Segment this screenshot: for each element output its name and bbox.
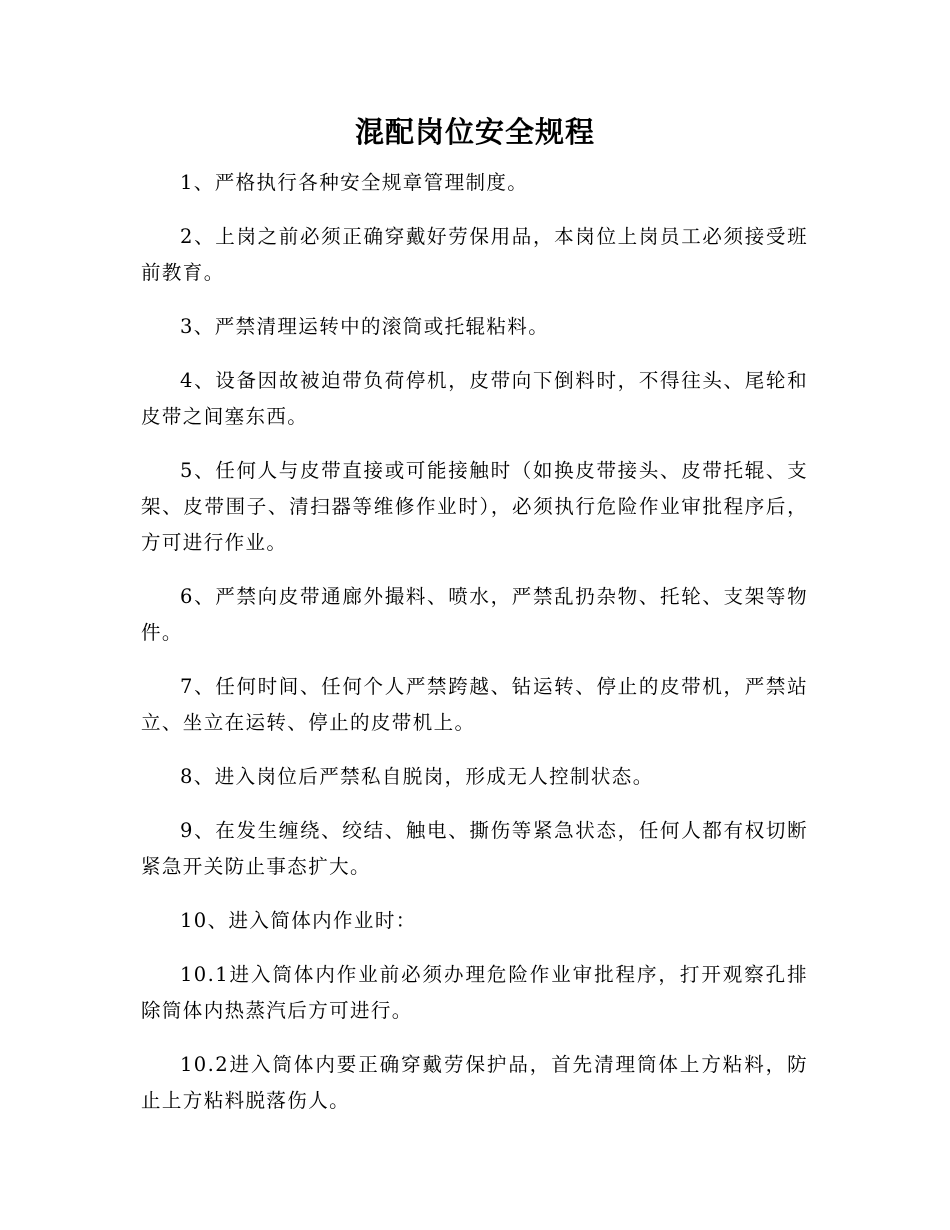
paragraph-3: 3、严禁清理运转中的滚筒或托辊粘料。	[180, 315, 550, 338]
paragraph-10-1: 10.1进入筒体内作业前必须办理危险作业审批程序，打开观察孔排除筒体内热蒸汽后方可进行。	[141, 963, 808, 1022]
paragraph-10-2: 10.2进入筒体内要正确穿戴劳保护品，首先清理筒体上方粘料，防止上方粘料脱落伤人。	[141, 1053, 808, 1112]
paragraph-5: 5、任何人与皮带直接或可能接触时（如换皮带接头、皮带托辊、支架、皮带围子、清扫器等维修作业时），必须执行危险作业审批程序后，方可进行作业。	[141, 459, 808, 554]
paragraph-8: 8、进入岗位后严禁私自脱岗，形成无人控制状态。	[180, 765, 654, 788]
paragraph-10: 10、进入简体内作业时：	[180, 909, 417, 932]
paragraph-9: 9、在发生缠绕、绞结、触电、撕伤等紧急状态，任何人都有权切断紧急开关防止事态扩大。	[141, 819, 808, 878]
paragraph-4: 4、设备因故被迫带负荷停机，皮带向下倒料时，不得往头、尾轮和皮带之间塞东西。	[141, 369, 808, 428]
paragraph-6: 6、严禁向皮带通廊外撮料、喷水，严禁乱扔杂物、托轮、支架等物件。	[141, 585, 808, 644]
document-body	[141, 165, 808, 1137]
paragraph-7: 7、任何时间、任何个人严禁跨越、钻运转、停止的皮带机，严禁站立、坐立在运转、停止的皮带机上。	[141, 675, 808, 734]
paragraph-1: 1、严格执行各种安全规章管理制度。	[180, 171, 529, 194]
document-title: 混配岗位安全规程	[354, 115, 595, 149]
paragraph-2: 2、上岗之前必须正确穿戴好劳保用品，本岗位上岗员工必须接受班前教育。	[141, 225, 808, 284]
